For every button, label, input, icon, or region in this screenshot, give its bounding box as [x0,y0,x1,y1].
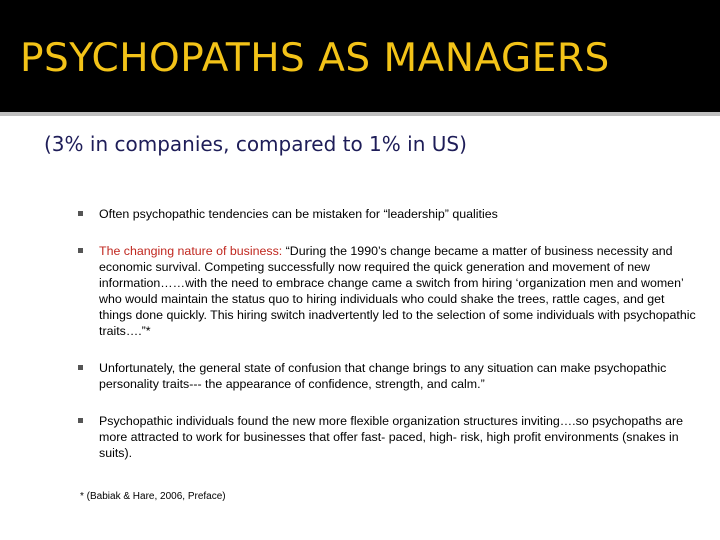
square-bullet-icon [78,365,83,370]
title-bar [0,0,720,112]
slide-title: PSYCHOPATHS AS MANAGERS [20,36,610,81]
bullet-item [78,206,698,222]
bullet-highlight: The changing nature of business: [99,244,283,258]
square-bullet-icon [78,211,83,216]
bullet-item [78,413,698,461]
square-bullet-icon [78,248,83,253]
bullet-item [78,243,698,339]
square-bullet-icon [78,418,83,423]
citation-footnote: * (Babiak & Hare, 2006, Preface) [80,491,226,502]
bullet-text: Psychopathic individuals found the new more flexible organization structures inviting….so psychopaths are more attracted to work for businesses that offer fast- paced, high- risk, high profit environments (snakes in suits). [99,414,684,460]
bullet-text: Often psychopathic tendencies can be mistaken for “leadership” qualities [99,207,498,221]
bullet-text: Unfortunately, the general state of confusion that change brings to any situation can make psychopathic personality traits--- the appearance of confidence, strength, and calm.” [99,361,667,391]
bullet-list [78,206,698,461]
bullet-item [78,360,698,392]
slide-subtitle: (3% in companies, compared to 1% in US) [44,132,467,156]
title-divider [0,112,720,116]
bullet-text: “During the 1990’s change became a matter of business necessity and economic survival. Competing successfully now required the quick generation and movement of new information……with the need to embrace change came a switch from hiring ‘organization men and women’ who would maintain the status quo to hiring individuals who could shake the trees, rattle cages, and get things done quickly. This hiring switch inadvertently led to the selection of some individuals with psychopathic traits….”* [99,244,696,338]
